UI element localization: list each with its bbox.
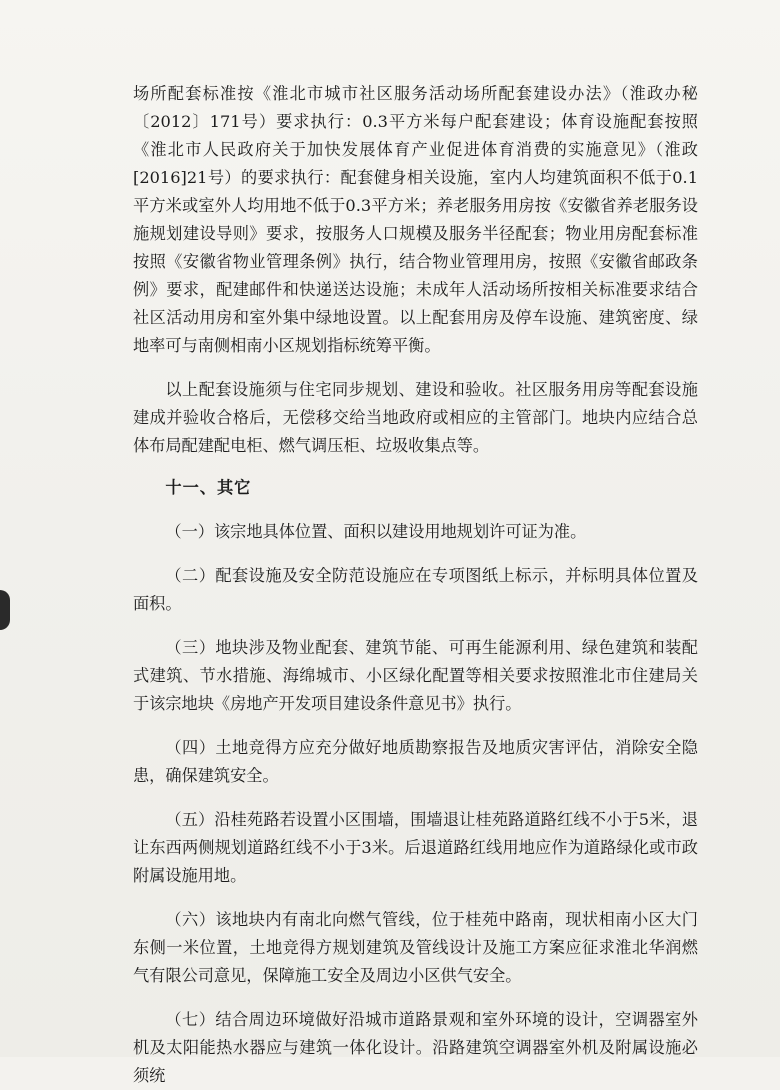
list-item: （一）该宗地具体位置、面积以建设用地规划许可证为准。 <box>165 522 587 541</box>
list-item: （五）沿桂苑路若设置小区围墙，围墙退让桂苑路道路红线不小于5米，退让东西两侧规划道路红线不小于3米。后退道路红线用地应作为道路绿化或市政附属设施用地。 <box>133 810 698 885</box>
scan-binding-mark <box>0 590 10 630</box>
paragraph-sync-planning: 以上配套设施须与住宅同步规划、建设和验收。社区服务用房等配套设施建成并验收合格后，无偿移交给当地政府或相应的主管部门。地块内应结合总体布局配建配电柜、燃气调压柜、垃圾收集点等。 <box>133 380 698 455</box>
list-item: （三）地块涉及物业配套、建筑节能、可再生能源利用、绿色建筑和装配式建筑、节水措施、海绵城市、小区绿化配置等相关要求按照淮北市住建局关于该宗地块《房地产开发项目建设条件意见书》执行。 <box>133 638 698 713</box>
list-item: （六）该地块内有南北向燃气管线，位于桂苑中路南，现状相南小区大门东侧一米位置，土地竞得方规划建筑及管线设计及施工方案应征求淮北华润燃气有限公司意见，保障施工安全及周边小区供气安全。 <box>133 910 698 985</box>
list-item: （二）配套设施及安全防范设施应在专项图纸上标示，并标明具体位置及面积。 <box>133 566 698 613</box>
document-body <box>133 80 698 1090</box>
paragraph-facility-standards: 场所配套标准按《淮北市城市社区服务活动场所配套建设办法》（淮政办秘〔2012〕171号）要求执行：0.3平方米每户配套建设；体育设施配套按照《淮北市人民政府关于加快发展体育产业促进体育消费的实施意见》（淮政[2016]21号）的要求执行：配套健身相关设施，室内人均建筑面积不低于0.1平方米或室外人均用地不低于0.3平方米；养老服务用房按《安徽省养老服务设施规划建设导则》要求，按服务人口规模及服务半径配套；物业用房配套标准按照《安徽省物业管理条例》执行，结合物业管理用房，按照《安徽省邮政条例》要求，配建邮件和快递送达设施；未成年人活动场所按相关标准要求结合社区活动用房和室外集中绿地设置。以上配套用房及停车设施、建筑密度、绿地率可与南侧相南小区规划指标统筹平衡。 <box>133 84 698 355</box>
list-item: （七）结合周边环境做好沿城市道路景观和室外环境的设计，空调器室外机及太阳能热水器应与建筑一体化设计。沿路建筑空调器室外机及附属设施必须统 <box>133 1010 698 1085</box>
list-item: （四）土地竞得方应充分做好地质勘察报告及地质灾害评估，消除安全隐患，确保建筑安全。 <box>133 738 698 785</box>
section-heading: 十一、其它 <box>165 478 252 497</box>
